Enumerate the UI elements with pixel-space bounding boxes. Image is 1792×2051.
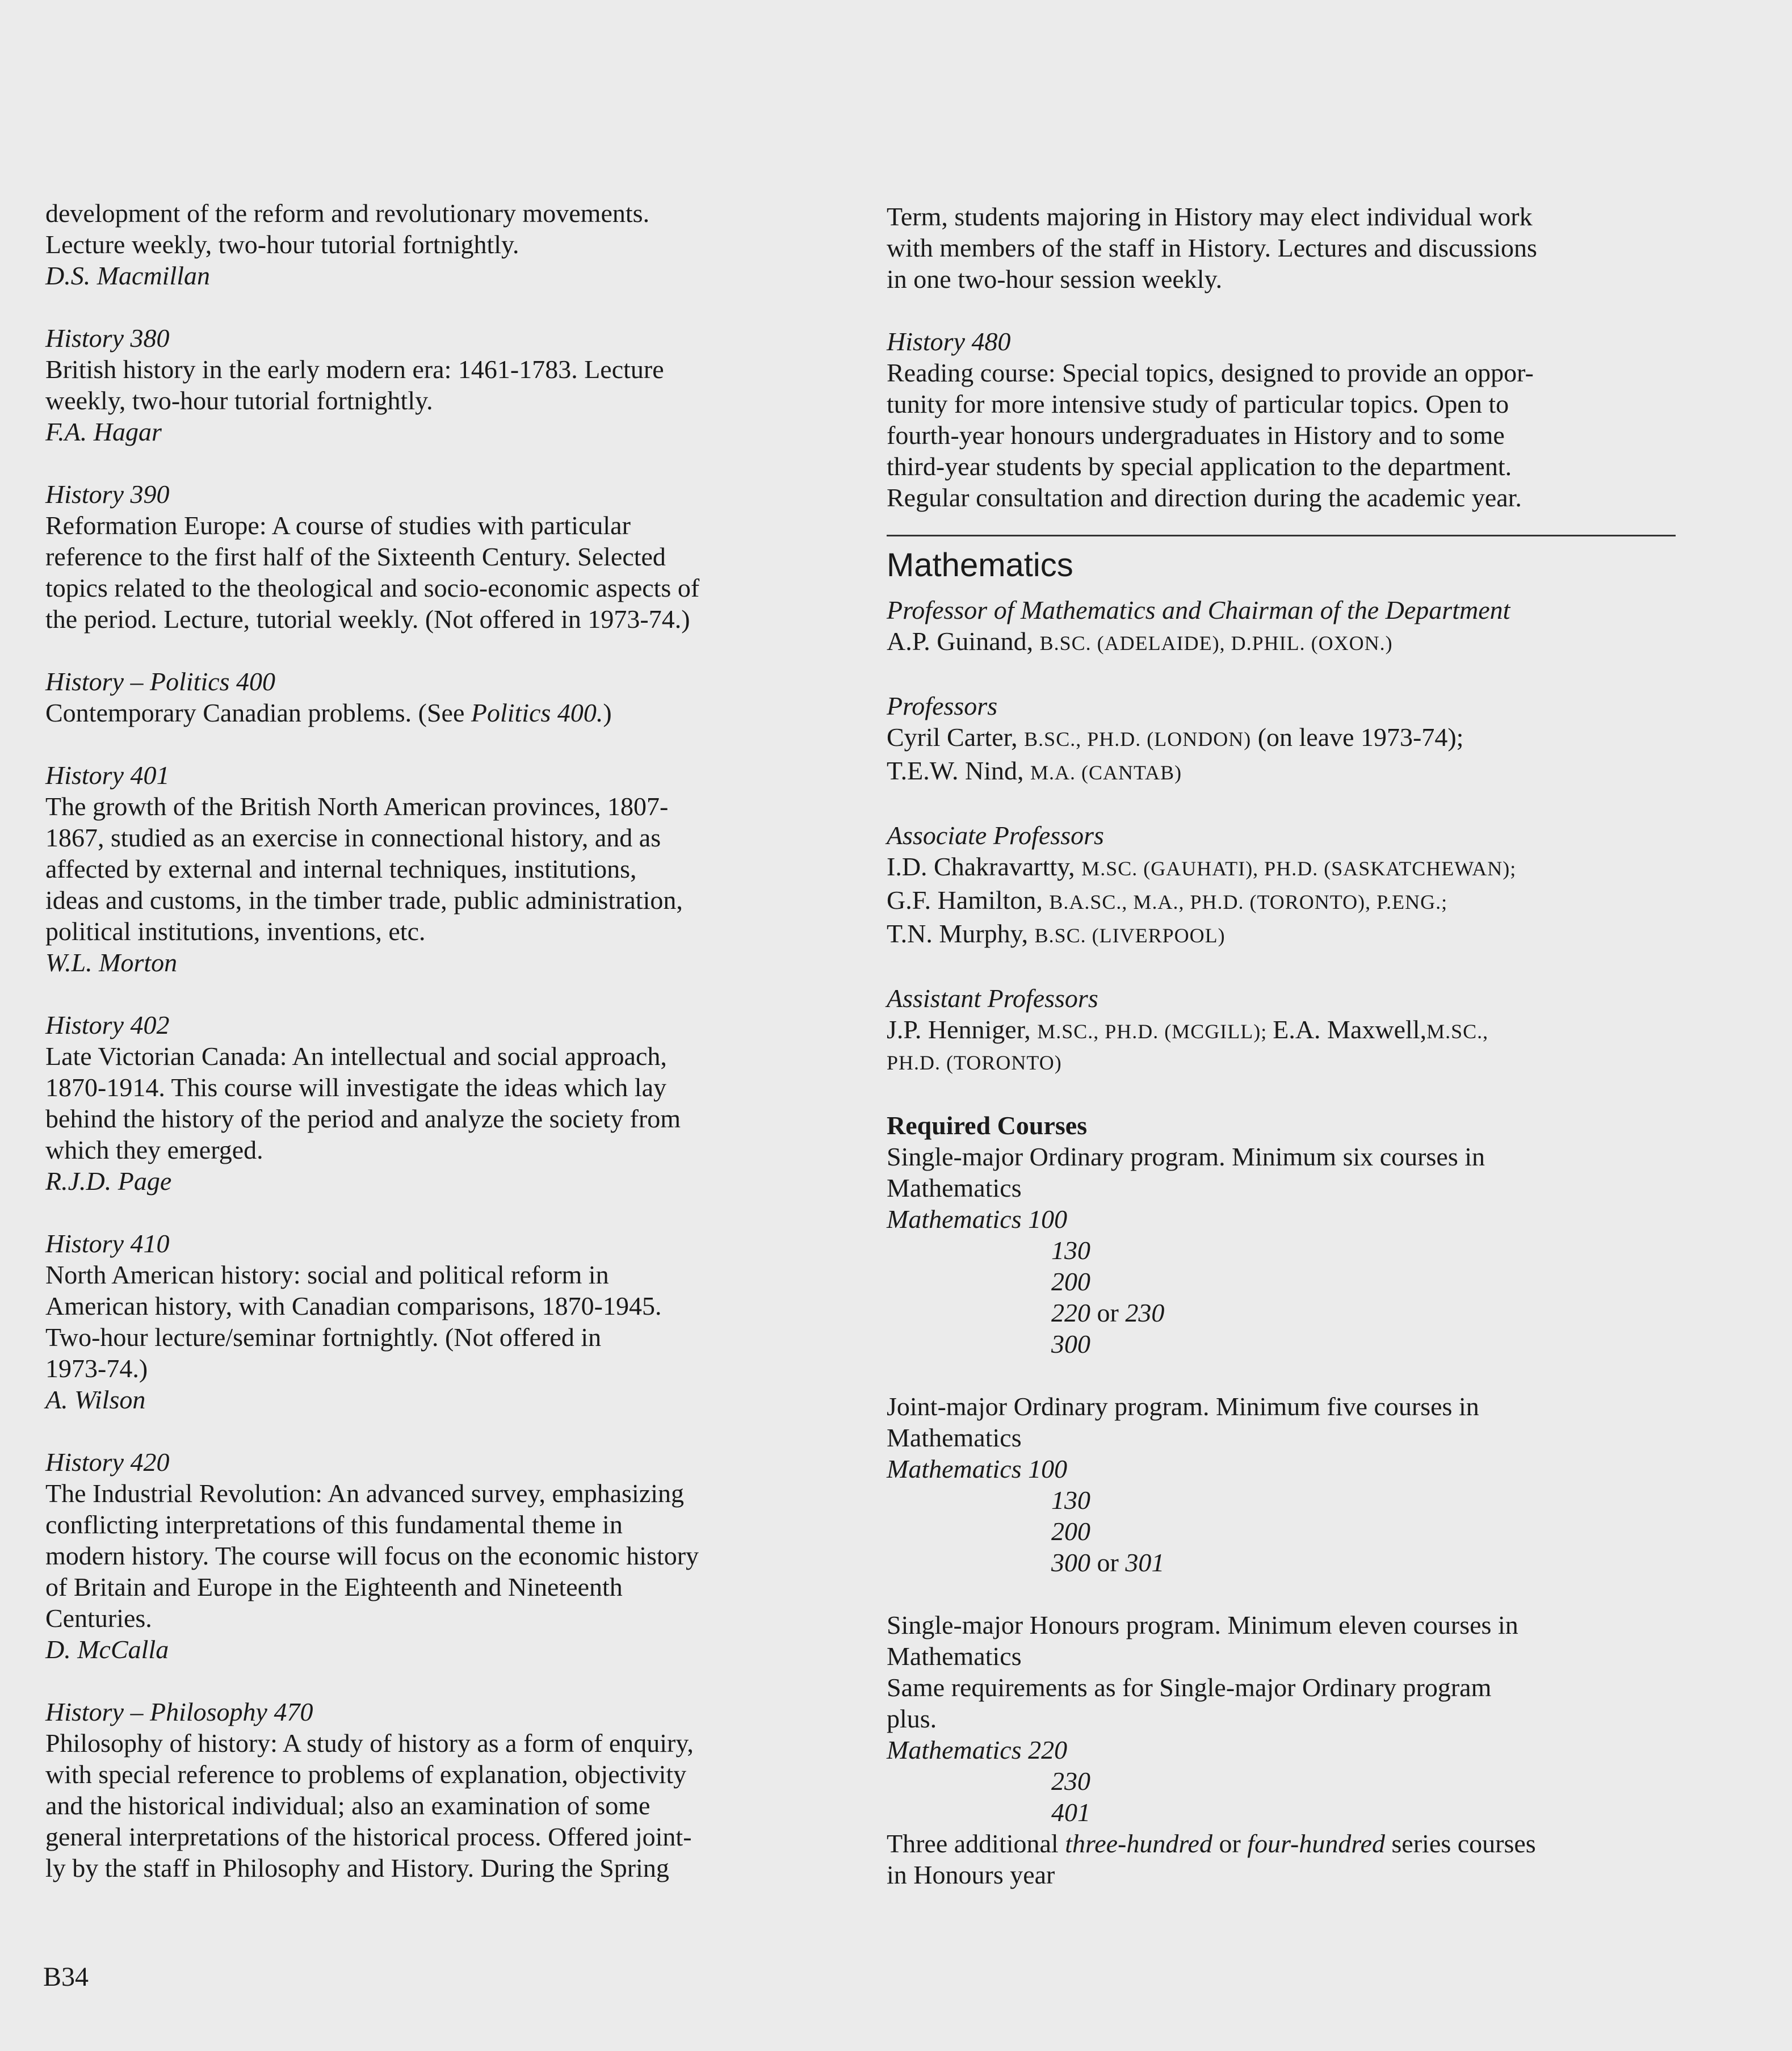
course-number: 220	[1051, 1298, 1090, 1327]
course-entry-history-390	[45, 479, 840, 635]
rank-label: Associate Professors	[887, 821, 1104, 850]
faculty-credentials: B.SC., PH.D. (LONDON)	[1024, 728, 1252, 750]
course-title: History 402	[45, 1010, 170, 1039]
course-text: )	[603, 698, 612, 727]
course-text-line: Regular consultation and direction during the academic year.	[887, 483, 1522, 512]
course-instructor: D.S. Macmillan	[45, 261, 211, 290]
course-text-line: Philosophy of history: A study of history as a form of enquiry,	[45, 1729, 694, 1758]
course-text-line: Reading course: Special topics, designed to provide an oppor-	[887, 358, 1534, 387]
course-text-line: The Industrial Revolution: An advanced survey, emphasizing	[45, 1479, 685, 1508]
course-text-line: of Britain and Europe in the Eighteenth and Nineteenth	[45, 1572, 623, 1601]
course-title: History 380	[45, 324, 170, 353]
faculty-name: Cyril Carter,	[887, 723, 1025, 752]
course-text-line: The growth of the British North American provinces, 1807-	[45, 792, 669, 821]
program-text: or	[1212, 1829, 1248, 1858]
course-item	[887, 1297, 1681, 1328]
program-description	[887, 1828, 1681, 1859]
course-entry-history-401	[45, 760, 840, 978]
course-entry-continued	[887, 201, 1681, 295]
course-instructor: D. McCalla	[45, 1635, 169, 1664]
course-text-line: North American history: social and political reform in	[45, 1260, 609, 1289]
program-text: series courses	[1385, 1829, 1536, 1858]
course-text-line: 1870-1914. This course will investigate the ideas which lay	[45, 1073, 666, 1102]
course-text-line: general interpretations of the historical process. Offered joint-	[45, 1822, 692, 1851]
left-column	[45, 198, 840, 1915]
chair-title: Professor of Mathematics and Chairman of the Department	[887, 595, 1510, 624]
program-description: Same requirements as for Single-major Ordinary program	[887, 1673, 1492, 1702]
course-text: Contemporary Canadian problems. (See	[45, 698, 471, 727]
associate-professors-list	[887, 820, 1681, 951]
course-text-line: with special reference to problems of explanation, objectivity	[45, 1760, 687, 1789]
course-text-line: in one two-hour session weekly.	[887, 265, 1223, 293]
faculty-credentials: M.SC.,	[1426, 1020, 1489, 1043]
course-instructor: F.A. Hagar	[45, 417, 162, 446]
course-list	[887, 1203, 1681, 1360]
required-courses-single-ordinary	[887, 1110, 1681, 1360]
course-title: History 480	[887, 327, 1011, 356]
course-instructor: A. Wilson	[45, 1385, 146, 1414]
faculty-line	[887, 626, 1681, 659]
faculty-name: J.P. Henniger,	[887, 1015, 1038, 1044]
course-title: History 410	[45, 1229, 170, 1258]
course-text-line: and the historical individual; also an examination of some	[45, 1791, 651, 1820]
course-entry-history-480	[887, 326, 1681, 513]
faculty-line	[887, 722, 1681, 755]
course-number: 301	[1125, 1548, 1165, 1577]
course-text-line: behind the history of the period and analyze the society from	[45, 1104, 681, 1133]
course-reference: Politics 400.	[471, 698, 603, 727]
program-description: Mathematics	[887, 1423, 1022, 1452]
program-description: plus.	[887, 1704, 937, 1733]
course-or: or	[1090, 1298, 1126, 1327]
faculty-name: T.E.W. Nind,	[887, 756, 1030, 785]
course-text-line: Reformation Europe: A course of studies with particular	[45, 511, 631, 540]
faculty-line	[887, 918, 1681, 951]
section-divider	[887, 535, 1676, 536]
faculty-name: E.A. Maxwell,	[1273, 1015, 1427, 1044]
course-text-line: American history, with Canadian comparisons, 1870-1945.	[45, 1291, 662, 1320]
faculty-name: T.N. Murphy,	[887, 919, 1035, 948]
course-text-line: British history in the early modern era: 1461-1783. Lecture	[45, 355, 664, 384]
course-text-line: political institutions, inventions, etc.	[45, 917, 426, 946]
course-text-line: topics related to the theological and socio-economic aspects of	[45, 573, 700, 602]
course-entry-history-philosophy-470	[45, 1696, 840, 1884]
course-text-line: with members of the staff in History. Lectures and discussions	[887, 233, 1537, 262]
course-text-line: fourth-year honours undergraduates in History and to some	[887, 421, 1505, 450]
faculty-name: A.P. Guinand,	[887, 627, 1040, 656]
course-item: 200	[1051, 1517, 1090, 1546]
course-item: Mathematics 100	[887, 1454, 1068, 1483]
professors-list	[887, 690, 1681, 788]
course-text-line: affected by external and internal techniques, institutions,	[45, 854, 637, 883]
course-entry-history-420	[45, 1446, 840, 1665]
department-heading: Mathematics	[887, 547, 1073, 584]
course-item: 130	[1051, 1236, 1090, 1265]
faculty-line	[887, 755, 1681, 788]
rank-label: Professors	[887, 691, 998, 720]
course-text-line: tunity for more intensive study of particular topics. Open to	[887, 389, 1509, 418]
course-text-line: 1973-74.)	[45, 1354, 148, 1383]
required-courses-single-honours	[887, 1609, 1681, 1890]
course-entry-history-410	[45, 1228, 840, 1415]
program-description: Joint-major Ordinary program. Minimum five courses in	[887, 1392, 1479, 1421]
program-emphasis: three-hundred	[1065, 1829, 1212, 1858]
faculty-credentials: B.SC. (LIVERPOOL)	[1034, 924, 1226, 947]
course-text-line: Term, students majoring in History may elect individual work	[887, 202, 1533, 231]
course-text-line: Two-hour lecture/seminar fortnightly. (Not offered in	[45, 1323, 602, 1352]
required-courses-joint-ordinary	[887, 1391, 1681, 1578]
course-text-line: modern history. The course will focus on the economic history	[45, 1541, 699, 1570]
course-item: Mathematics 220	[887, 1735, 1068, 1764]
course-instructor: W.L. Morton	[45, 948, 178, 977]
program-emphasis: four-hundred	[1247, 1829, 1385, 1858]
course-number: 230	[1125, 1298, 1165, 1327]
faculty-credentials: B.SC. (ADELAIDE), D.PHIL. (OXON.)	[1039, 632, 1393, 655]
course-text-line: development of the reform and revolutionary movements.	[45, 199, 650, 228]
faculty-credentials: M.SC. (GAUHATI), PH.D. (SASKATCHEWAN);	[1081, 857, 1517, 880]
page-number: B34	[43, 1962, 89, 1992]
course-item: 130	[1051, 1486, 1090, 1515]
course-text-line: ly by the staff in Philosophy and History. During the Spring	[45, 1853, 669, 1882]
course-item: 300	[1051, 1329, 1090, 1358]
faculty-credentials: B.A.SC., M.A., PH.D. (TORONTO), P.ENG.;	[1049, 891, 1448, 913]
course-text-line: the period. Lecture, tutorial weekly. (Not offered in 1973-74.)	[45, 605, 690, 634]
course-number: 300	[1051, 1548, 1090, 1577]
course-text-line: third-year students by special application to the department.	[887, 452, 1512, 481]
program-description: Mathematics	[887, 1642, 1022, 1671]
program-description: Single-major Honours program. Minimum eleven courses in	[887, 1610, 1518, 1639]
course-text-line: weekly, two-hour tutorial fortnightly.	[45, 386, 433, 415]
program-description: Mathematics	[887, 1173, 1022, 1202]
course-instructor: R.J.D. Page	[45, 1167, 172, 1196]
assistant-professors-list	[887, 983, 1681, 1079]
faculty-line	[887, 1014, 1681, 1047]
course-entry-history-380	[45, 322, 840, 447]
course-text-line: Centuries.	[45, 1604, 152, 1633]
course-text-line: Lecture weekly, two-hour tutorial fortnightly.	[45, 230, 519, 259]
program-description: in Honours year	[887, 1860, 1055, 1889]
course-title: History – Politics 400	[45, 667, 276, 696]
course-entry-history-402	[45, 1009, 840, 1197]
faculty-name: G.F. Hamilton,	[887, 886, 1050, 915]
course-item	[887, 1547, 1681, 1578]
faculty-credentials: M.SC., PH.D. (MCGILL);	[1037, 1020, 1273, 1043]
course-text-line: 1867, studied as an exercise in connectional history, and as	[45, 823, 661, 852]
course-text-line: which they emerged.	[45, 1135, 263, 1164]
faculty-name: I.D. Chakravartty,	[887, 852, 1082, 881]
department-chair	[887, 594, 1681, 659]
faculty-note: (on leave 1973-74);	[1251, 723, 1464, 752]
course-text-line: ideas and customs, in the timber trade, public administration,	[45, 886, 683, 915]
rank-label: Assistant Professors	[887, 984, 1098, 1013]
course-text-line	[45, 697, 840, 728]
course-title: History 401	[45, 761, 170, 790]
course-item: 200	[1051, 1267, 1090, 1296]
faculty-line	[887, 884, 1681, 918]
program-description: Single-major Ordinary program. Minimum six courses in	[887, 1142, 1485, 1171]
course-or: or	[1090, 1548, 1126, 1577]
course-text-line: conflicting interpretations of this fundamental theme in	[45, 1510, 623, 1539]
required-courses-heading: Required Courses	[887, 1111, 1088, 1140]
course-text-line: Late Victorian Canada: An intellectual and social approach,	[45, 1042, 667, 1071]
course-list	[887, 1734, 1681, 1828]
program-text: Three additional	[887, 1829, 1065, 1858]
course-list	[887, 1453, 1681, 1578]
course-item: 230	[1051, 1767, 1090, 1796]
course-item: 401	[1051, 1798, 1090, 1827]
course-title: History 420	[45, 1448, 170, 1477]
course-title: History 390	[45, 480, 170, 509]
course-entry-history-politics-400	[45, 666, 840, 728]
faculty-credentials: PH.D. (TORONTO)	[887, 1051, 1062, 1074]
course-entry-continued	[45, 198, 840, 291]
faculty-line	[887, 851, 1681, 884]
course-text-line: reference to the first half of the Sixteenth Century. Selected	[45, 542, 666, 571]
course-item: Mathematics 100	[887, 1205, 1068, 1234]
course-title: History – Philosophy 470	[45, 1697, 313, 1726]
faculty-credentials: M.A. (CANTAB)	[1030, 761, 1182, 784]
right-column	[887, 201, 1681, 1922]
